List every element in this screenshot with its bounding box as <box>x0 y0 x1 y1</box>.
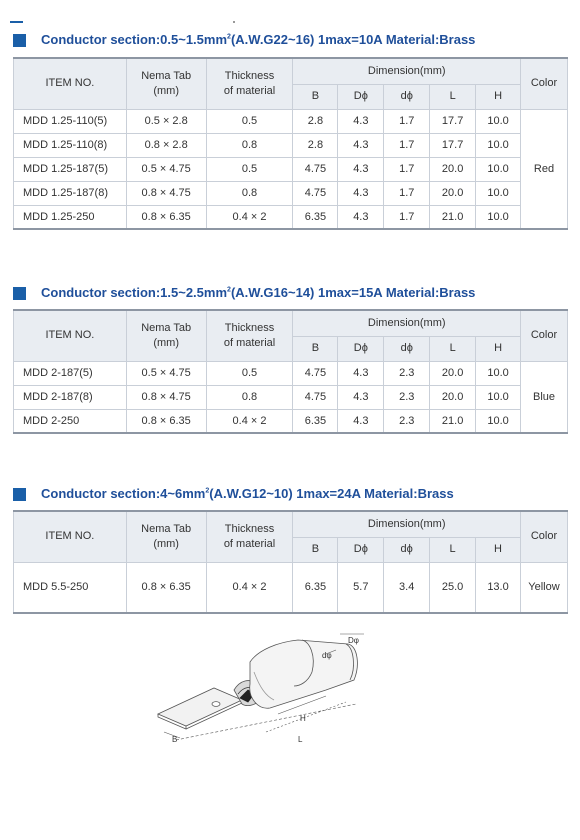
cell-h: 10.0 <box>476 157 521 181</box>
cell-nema: 0.5 × 4.75 <box>126 361 206 385</box>
cell-thickness: 0.5 <box>206 157 293 181</box>
cell-d-inner: 1.7 <box>384 157 430 181</box>
cell-l: 20.0 <box>430 361 476 385</box>
header-item-no: ITEM NO. <box>14 58 127 109</box>
label-h: H <box>300 714 306 723</box>
header-item-no: ITEM NO. <box>14 511 127 562</box>
cell-d-inner: 2.3 <box>384 409 430 433</box>
cell-nema: 0.8 × 4.75 <box>126 181 206 205</box>
section-bullet-square <box>13 287 26 300</box>
header-dimension: Dimension(mm) <box>293 58 521 84</box>
cell-thickness: 0.8 <box>206 181 293 205</box>
cell-l: 20.0 <box>430 385 476 409</box>
header-color: Color <box>521 58 568 109</box>
cell-d-outer: 4.3 <box>338 133 384 157</box>
cell-item: MDD 2-187(8) <box>14 385 127 409</box>
cell-d-outer: 4.3 <box>338 361 384 385</box>
cell-d-inner: 2.3 <box>384 385 430 409</box>
header-l: L <box>430 336 476 361</box>
cell-b: 6.35 <box>293 409 338 433</box>
header-d-inner: dϕ <box>384 336 430 361</box>
cell-d-outer: 4.3 <box>338 157 384 181</box>
cell-item: MDD 5.5-250 <box>14 562 127 613</box>
label-d-inner: dφ <box>322 651 332 660</box>
header-l: L <box>430 537 476 562</box>
label-l: L <box>298 735 303 744</box>
cell-d-outer: 4.3 <box>338 205 384 229</box>
cell-d-inner: 3.4 <box>384 562 430 613</box>
cell-d-outer: 4.3 <box>338 109 384 133</box>
cell-nema: 0.5 × 2.8 <box>126 109 206 133</box>
cell-item: MDD 2-250 <box>14 409 127 433</box>
section-header <box>13 485 568 507</box>
cell-b: 4.75 <box>293 181 338 205</box>
table-row <box>14 409 568 433</box>
cell-thickness: 0.4 × 2 <box>206 562 293 613</box>
header-l: L <box>430 84 476 109</box>
cell-d-inner: 1.7 <box>384 205 430 229</box>
table-row <box>14 205 568 229</box>
header-dimension: Dimension(mm) <box>293 511 521 537</box>
cell-thickness: 0.5 <box>206 361 293 385</box>
cell-b: 4.75 <box>293 361 338 385</box>
cell-d-outer: 5.7 <box>338 562 384 613</box>
header-b: B <box>293 537 338 562</box>
header-thickness: Thickness of material <box>206 310 293 361</box>
table-row <box>14 109 568 133</box>
cell-h: 10.0 <box>476 181 521 205</box>
header-d-inner: dϕ <box>384 84 430 109</box>
cell-d-outer: 4.3 <box>338 181 384 205</box>
header-nema-tab: Nema Tab (mm) <box>126 310 206 361</box>
cell-item: MDD 1.25-110(8) <box>14 133 127 157</box>
header-b: B <box>293 84 338 109</box>
cell-thickness: 0.8 <box>206 385 293 409</box>
header-nema-tab: Nema Tab (mm) <box>126 511 206 562</box>
top-dot <box>233 21 235 23</box>
top-rule <box>10 21 23 23</box>
cell-color: Red <box>521 109 568 229</box>
header-h: H <box>476 336 521 361</box>
terminal-drawing <box>150 628 390 758</box>
section-title: Conductor $section:0.5\sim 1.5mm^2(A.W.G22\sim 16)$ 1max=10A Material:Brass <box>41 32 476 47</box>
section-header <box>13 284 568 306</box>
cell-l: 21.0 <box>430 409 476 433</box>
cell-item: MDD 1.25-250 <box>14 205 127 229</box>
cell-d-outer: 4.3 <box>338 385 384 409</box>
cell-h: 10.0 <box>476 385 521 409</box>
cell-l: 17.7 <box>430 133 476 157</box>
cell-item: MDD 1.25-110(5) <box>14 109 127 133</box>
cell-d-outer: 4.3 <box>338 409 384 433</box>
cell-color: Yellow <box>520 562 567 613</box>
cell-b: 2.8 <box>293 133 338 157</box>
table-row <box>14 133 568 157</box>
terminal-diagram <box>150 628 390 758</box>
cell-nema: 0.8 × 6.35 <box>126 409 206 433</box>
section-title: Conductor $section:4\sim 6mm^2(A.W.G12\sim 10)$ 1max=24A Material:Brass <box>41 486 454 501</box>
header-nema-tab: Nema Tab (mm) <box>126 58 206 109</box>
cell-l: 21.0 <box>430 205 476 229</box>
section-2 <box>13 284 568 427</box>
cell-thickness: 0.4 × 2 <box>206 409 293 433</box>
table-row <box>14 181 568 205</box>
cell-item: MDD 1.25-187(5) <box>14 157 127 181</box>
table-row <box>14 361 568 385</box>
cell-nema: 0.5 × 4.75 <box>126 157 206 181</box>
section-title: Conductor $section:1.5\sim 2.5mm^2(A.W.G16\sim 14)$ 1max=15A Material:Brass <box>41 285 476 300</box>
cell-thickness: 0.5 <box>206 109 293 133</box>
table-row <box>14 385 568 409</box>
header-h: H <box>476 84 521 109</box>
table-row <box>14 157 568 181</box>
cell-color: Blue <box>521 361 568 433</box>
cell-h: 13.0 <box>476 562 521 613</box>
cell-l: 20.0 <box>430 157 476 181</box>
cell-nema: 0.8 × 4.75 <box>126 385 206 409</box>
cell-d-inner: 2.3 <box>384 361 430 385</box>
cell-b: 2.8 <box>293 109 338 133</box>
cell-h: 10.0 <box>476 361 521 385</box>
section-3 <box>13 485 568 594</box>
cell-thickness: 0.4 × 2 <box>206 205 293 229</box>
header-h: H <box>476 537 521 562</box>
header-color: Color <box>520 511 567 562</box>
header-d-outer: Dϕ <box>338 84 384 109</box>
cell-h: 10.0 <box>476 409 521 433</box>
header-color: Color <box>521 310 568 361</box>
section-bullet-square <box>13 488 26 501</box>
cell-nema: 0.8 × 6.35 <box>126 205 206 229</box>
header-d-inner: dϕ <box>384 537 430 562</box>
cell-thickness: 0.8 <box>206 133 293 157</box>
cell-d-inner: 1.7 <box>384 133 430 157</box>
cell-h: 10.0 <box>476 109 521 133</box>
cell-nema: 0.8 × 6.35 <box>126 562 206 613</box>
cell-h: 10.0 <box>476 133 521 157</box>
cell-l: 20.0 <box>430 181 476 205</box>
cell-l: 25.0 <box>430 562 476 613</box>
section-1 <box>13 31 568 223</box>
header-item-no: ITEM NO. <box>14 310 127 361</box>
label-d-outer: Dφ <box>348 636 359 645</box>
spec-table <box>13 309 568 434</box>
header-d-outer: Dϕ <box>338 537 384 562</box>
cell-h: 10.0 <box>476 205 521 229</box>
cell-b: 6.35 <box>293 205 338 229</box>
cell-l: 17.7 <box>430 109 476 133</box>
spec-table <box>13 57 568 230</box>
cell-b: 4.75 <box>293 385 338 409</box>
cell-b: 6.35 <box>293 562 338 613</box>
cell-d-inner: 1.7 <box>384 109 430 133</box>
label-b: B <box>172 735 178 744</box>
header-thickness: Thickness of material <box>206 58 293 109</box>
header-thickness: Thickness of material <box>206 511 293 562</box>
table-row <box>14 562 568 613</box>
section-bullet-square <box>13 34 26 47</box>
cell-b: 4.75 <box>293 157 338 181</box>
cell-nema: 0.8 × 2.8 <box>126 133 206 157</box>
cell-item: MDD 2-187(5) <box>14 361 127 385</box>
section-header <box>13 31 568 53</box>
header-dimension: Dimension(mm) <box>293 310 521 336</box>
spec-table <box>13 510 568 614</box>
cell-d-inner: 1.7 <box>384 181 430 205</box>
header-b: B <box>293 336 338 361</box>
cell-item: MDD 1.25-187(8) <box>14 181 127 205</box>
header-d-outer: Dϕ <box>338 336 384 361</box>
